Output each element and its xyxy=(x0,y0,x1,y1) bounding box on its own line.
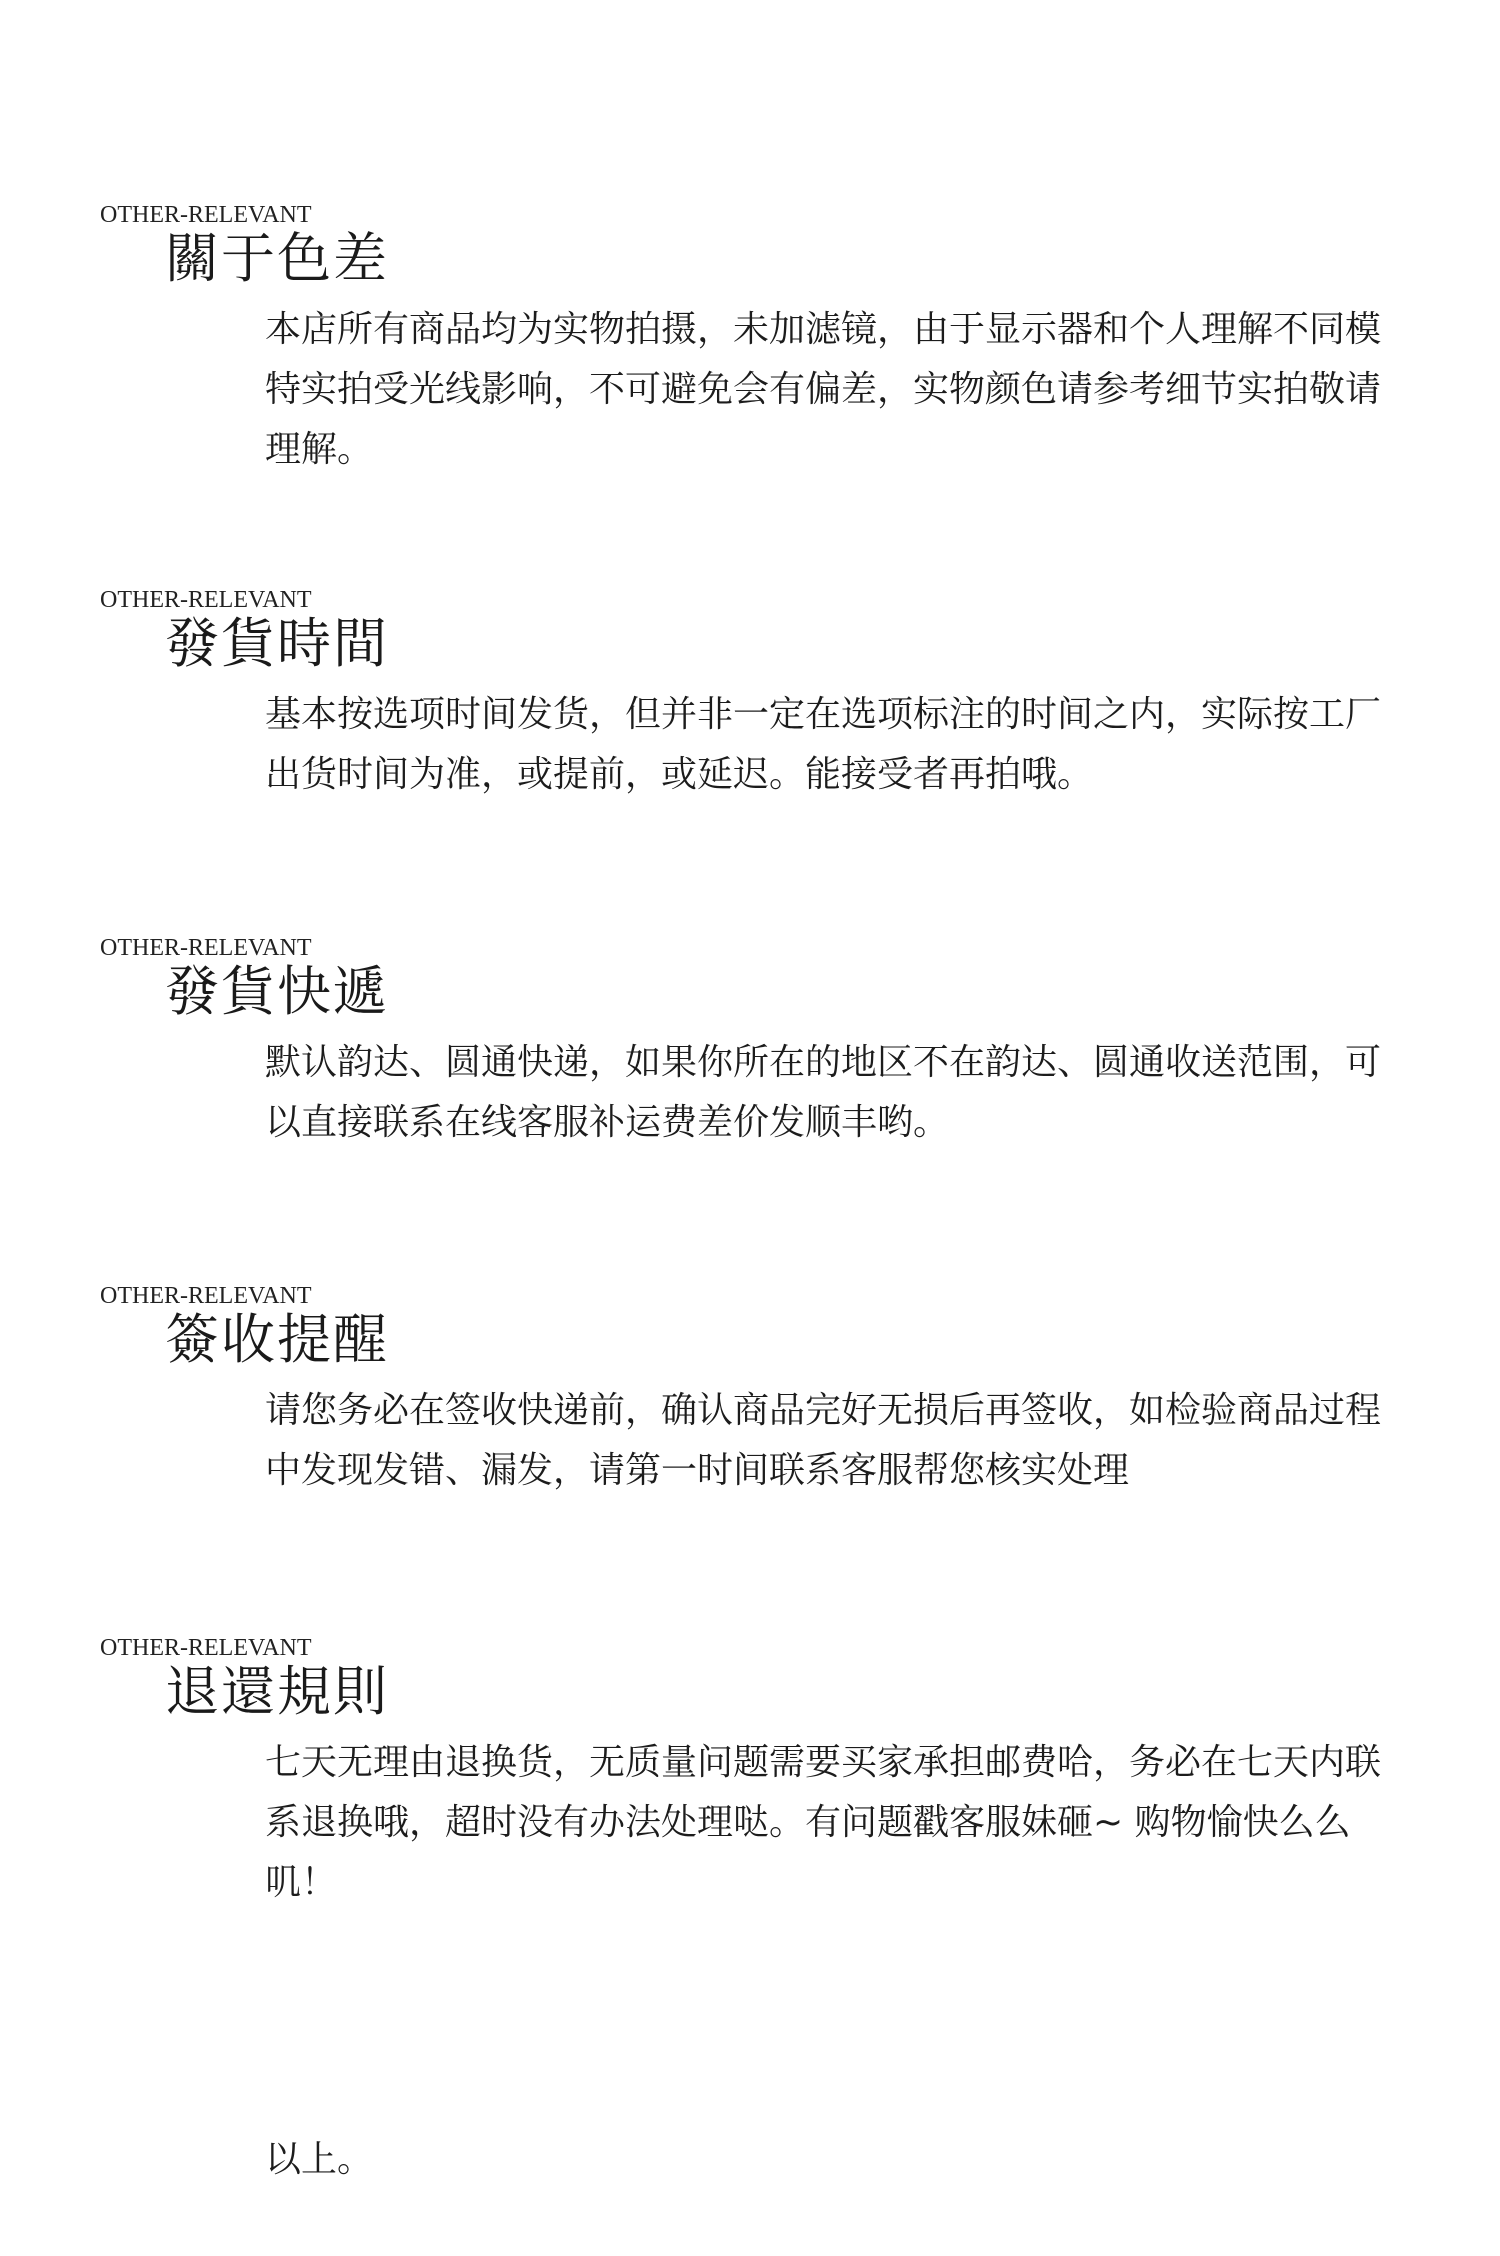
section-tag: OTHER-RELEVANT xyxy=(100,587,312,613)
section-tag: OTHER-RELEVANT xyxy=(100,202,312,228)
section-tag: OTHER-RELEVANT xyxy=(100,1283,312,1309)
section-body: 基本按选项时间发货，但并非一定在选项标注的时间之内，实际按工厂出货时间为准，或提前，或延迟。能接受者再拍哦。 xyxy=(265,694,1382,795)
section-tag: OTHER-RELEVANT xyxy=(100,935,312,961)
section-body: 默认韵达、圆通快递，如果你所在的地区不在韵达、圆通收送范围，可以直接联系在线客服补运费差价发顺丰哟。 xyxy=(265,1042,1382,1143)
section-tag: OTHER-RELEVANT xyxy=(100,1635,312,1661)
section-title: 發貨快遞 xyxy=(165,960,389,1023)
section-title: 簽收提醒 xyxy=(165,1308,389,1371)
section-title: 發貨時間 xyxy=(165,612,389,675)
section-title: 退還規則 xyxy=(165,1660,389,1723)
section-body: 请您务必在签收快递前，确认商品完好无损后再签收，如检验商品过程中发现发错、漏发，请第一时间联系客服帮您核实处理 xyxy=(265,1390,1382,1491)
section-title: 關于色差 xyxy=(165,227,389,290)
section-body: 七天无理由退换货，无质量问题需要买家承担邮费哈，务必在七天内联系退换哦，超时没有办法处理哒。有问题戳客服妹砸~ 购物愉快么么叽！ xyxy=(265,1742,1382,1903)
section-body: 本店所有商品均为实物拍摄，未加滤镜，由于显示器和个人理解不同模特实拍受光线影响，不可避免会有偏差，实物颜色请参考细节实拍敬请理解。 xyxy=(265,309,1382,470)
closing-text: 以上。 xyxy=(265,2139,374,2180)
